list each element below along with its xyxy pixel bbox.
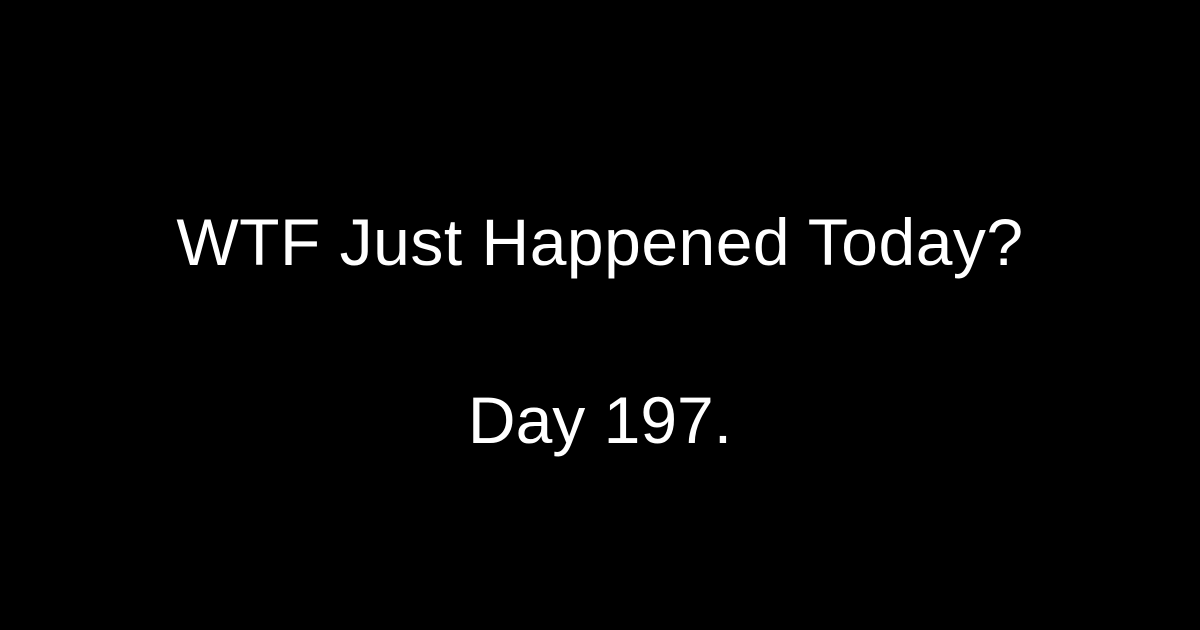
day-label: Day 197. bbox=[467, 383, 733, 457]
card-title: WTF Just Happened Today? bbox=[176, 205, 1024, 279]
